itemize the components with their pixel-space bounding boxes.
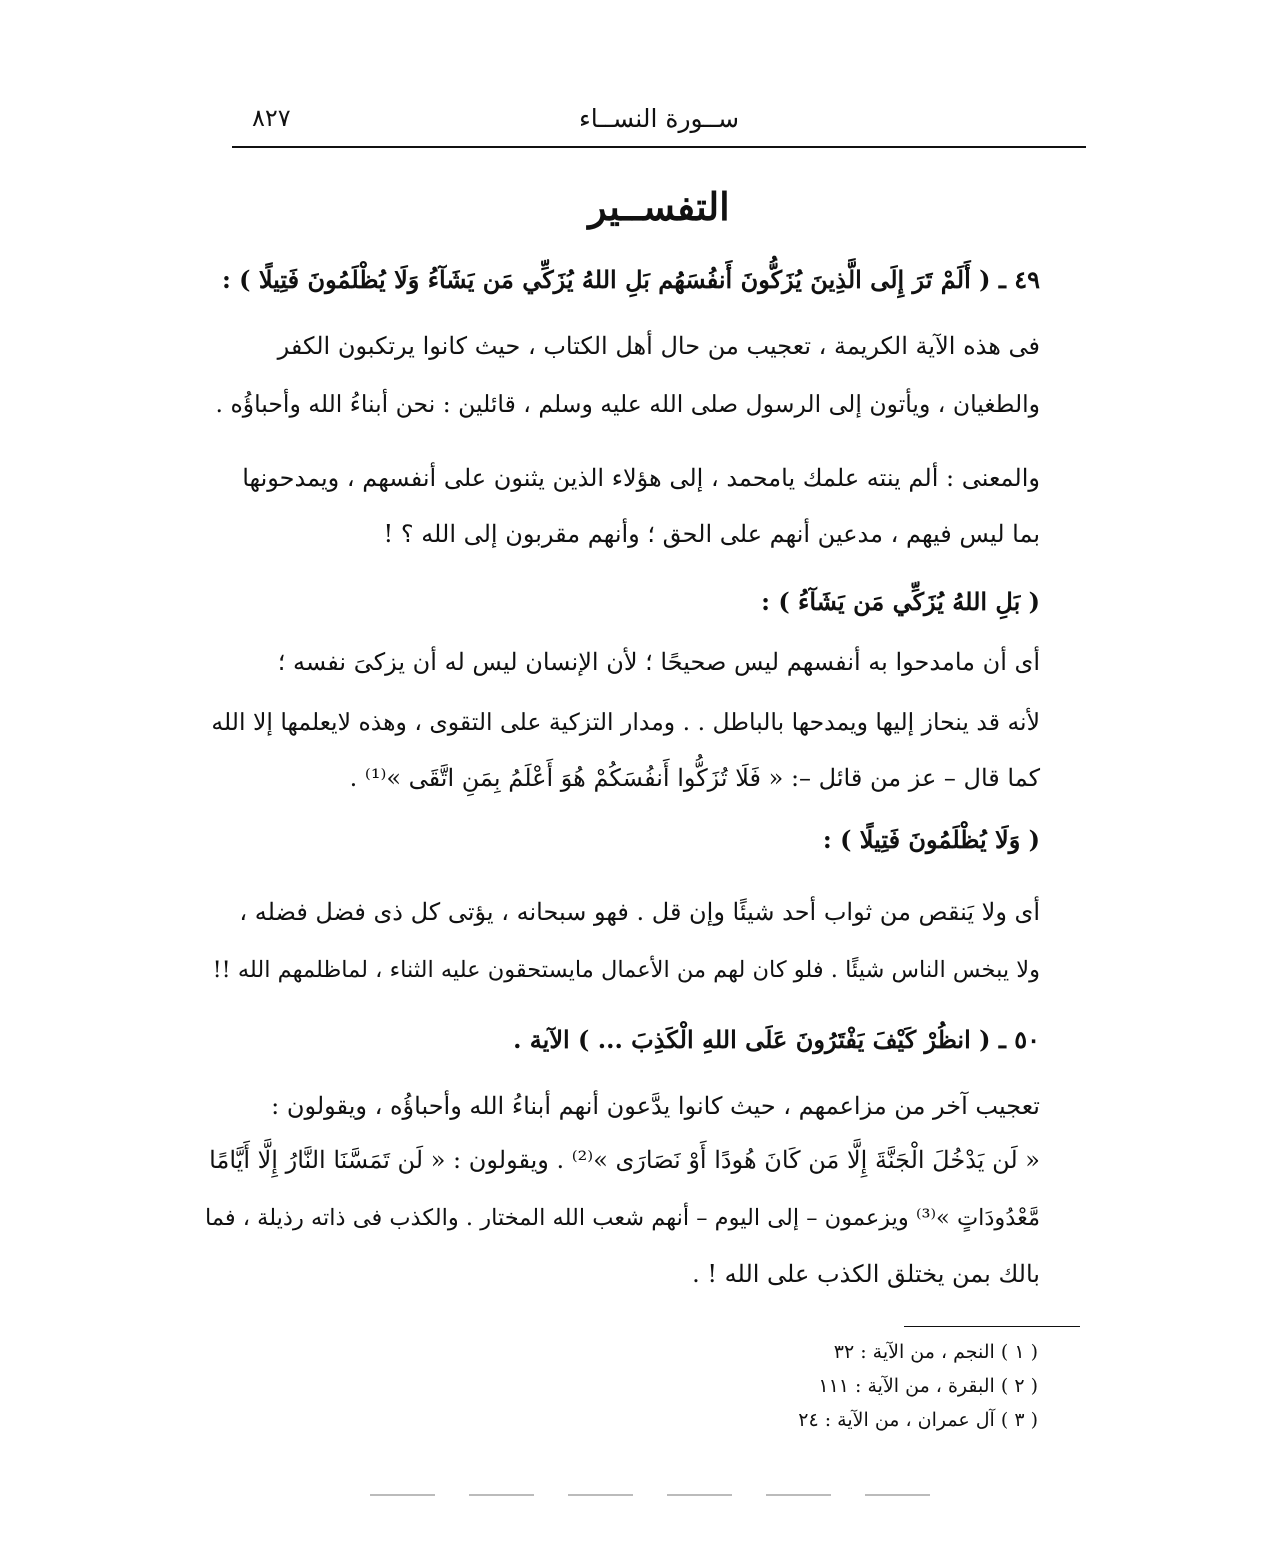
footnote-2: ( ٢ ) البقرة ، من الآية : ١١١ xyxy=(818,1375,1038,1397)
paragraph-line: بالك بمن يختلق الكذب على الله ! . xyxy=(692,1260,1040,1288)
paragraph-line: « لَن يَدْخُلَ الْجَنَّةَ إِلَّا مَن كَانَ هُودًا أَوْ نَصَارَى »⁽²⁾ . ويقولون : « لَن تَمَسَّنَا النَّارُ إِلَّا أَيَّامًا xyxy=(209,1146,1040,1174)
paragraph-line: فى هذه الآية الكريمة ، تعجيب من حال أهل الكتاب ، حيث كانوا يرتكبون الكفر xyxy=(277,332,1040,360)
verse-heading-49: ٤٩ ـ ( أَلَمْ تَرَ إِلَى الَّذِينَ يُزَكُّونَ أَنفُسَهُم بَلِ اللهُ يُزَكِّي مَن يَشَآءُ وَلَا يُظْلَمُونَ فَتِيلًا ) : xyxy=(221,265,1040,294)
surah-title: ســورة النســاء xyxy=(578,104,740,133)
paragraph-line: تعجيب آخر من مزاعمهم ، حيث كانوا يدَّعون أنهم أبناءُ الله وأحباؤُه ، ويقولون : xyxy=(271,1092,1040,1120)
scan-edge-marks xyxy=(370,1494,930,1498)
header-divider xyxy=(232,146,1086,148)
page-header xyxy=(232,100,1086,146)
section-title: التفســير xyxy=(588,184,730,229)
paragraph-line: لأنه قد ينحاز إليها ويمدحها بالباطل . . ومدار التزكية على التقوى ، وهذه لايعلمها إلا الله xyxy=(211,708,1040,736)
verse-heading-50: ٥٠ ـ ( انظُرْ كَيْفَ يَفْتَرُونَ عَلَى اللهِ الْكَذِبَ ... ) الآية . xyxy=(513,1025,1040,1054)
verse-quote-heading: ( بَلِ اللهُ يُزَكِّي مَن يَشَآءُ ) : xyxy=(761,587,1040,616)
paragraph-line: والطغيان ، ويأتون إلى الرسول صلى الله عليه وسلم ، قائلين : نحن أبناءُ الله وأحباؤُه . xyxy=(215,390,1040,418)
paragraph-line: بما ليس فيهم ، مدعين أنهم على الحق ؛ وأنهم مقربون إلى الله ؟ ! xyxy=(383,520,1040,548)
footnote-divider xyxy=(904,1326,1080,1327)
paragraph-line: مَّعْدُودَاتٍ »⁽³⁾ ويزعمون – إلى اليوم – أنهم شعب الله المختار . والكذب فى ذاته رذيلة ، فما xyxy=(204,1205,1040,1231)
paragraph-line: كما قال – عز من قائل –: « فَلَا تُزَكُّوا أَنفُسَكُمْ هُوَ أَعْلَمُ بِمَنِ اتَّقَى »⁽¹⁾ . xyxy=(349,764,1040,792)
page-number: ٨٢٧ xyxy=(252,104,291,132)
paragraph-line: والمعنى : ألم ينته علمك يامحمد ، إلى هؤلاء الذين يثنون على أنفسهم ، ويمدحونها xyxy=(242,464,1040,492)
paragraph-line: أى ولا يَنقص من ثواب أحد شيئًا وإن قل . فهو سبحانه ، يؤتى كل ذى فضل فضله ، xyxy=(239,898,1040,926)
footnote-1: ( ١ ) النجم ، من الآية : ٣٢ xyxy=(833,1341,1038,1363)
paragraph-line: ولا يبخس الناس شيئًا . فلو كان لهم من الأعمال مايستحقون عليه الثناء ، لماظلمهم الله !! xyxy=(212,957,1040,983)
verse-quote-heading: ( وَلَا يُظْلَمُونَ فَتِيلًا ) : xyxy=(822,825,1040,854)
footnote-3: ( ٣ ) آل عمران ، من الآية : ٢٤ xyxy=(798,1409,1038,1431)
paragraph-line: أى أن مامدحوا به أنفسهم ليس صحيحًا ؛ لأن الإنسان ليس له أن يزكىَ نفسه ؛ xyxy=(277,648,1040,676)
